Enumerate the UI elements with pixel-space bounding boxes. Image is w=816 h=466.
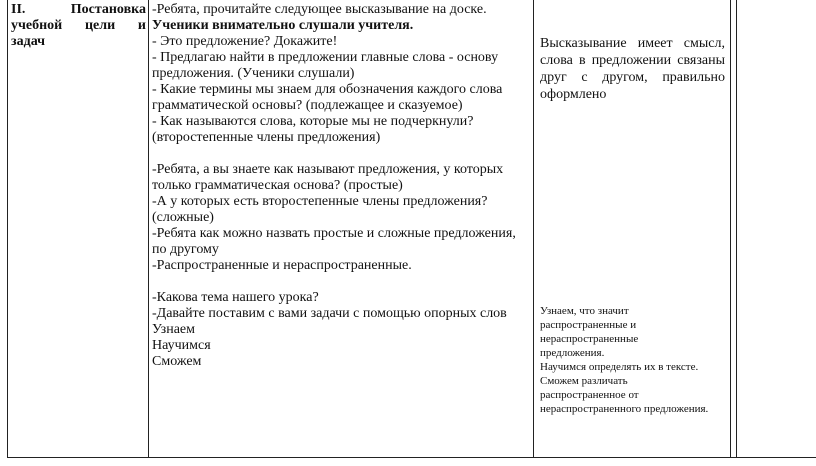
stage-line: задач	[11, 34, 46, 49]
paragraph-gap	[152, 274, 530, 290]
student-line: Высказывание имеет смысл,	[540, 36, 725, 51]
paragraph-gap	[152, 146, 530, 162]
result-line: распространенное от	[540, 389, 639, 401]
teacher-line: -Ребята как можно назвать простые и сложные предложения,	[152, 226, 516, 241]
teacher-line: -Распространенные и нераспространенные.	[152, 258, 412, 273]
teacher-line: - Предлагаю найти в предложении главные слова - основу	[152, 50, 499, 65]
stage-cell	[8, 0, 149, 458]
teacher-line: - Какие термины мы знаем для обозначения каждого слова	[152, 82, 503, 97]
teacher-line: -А у которых есть второстепенные члены предложения?	[152, 194, 488, 209]
stage-line: II. Постановка	[11, 2, 146, 17]
lesson-plan-table	[7, 0, 816, 458]
teacher-line: только грамматическая основа? (простые)	[152, 178, 403, 193]
teacher-line: Сможем	[152, 354, 202, 369]
teacher-line: -Давайте поставим с вами задачи с помощью опорных слов	[152, 306, 507, 321]
empty-cell	[737, 0, 816, 458]
teacher-line: - Это предложение? Докажите!	[152, 34, 338, 49]
teacher-activity-cell	[149, 0, 534, 458]
teacher-line: (второстепенные члены предложения)	[152, 130, 381, 145]
result-line: нераспространенные	[540, 333, 639, 345]
teacher-line: -Ребята, прочитайте следующее высказывание на доске.	[152, 2, 487, 17]
teacher-activity-text	[149, 0, 533, 370]
teacher-line: предложения. (Ученики слушали)	[152, 66, 355, 81]
result-line: предложения.	[540, 347, 605, 359]
teacher-line: -Ребята, а вы знаете как называют предложения, у которых	[152, 162, 504, 177]
student-line: слова в предложении связаны	[540, 53, 725, 68]
student-activity-cell	[534, 0, 731, 458]
student-answer-text	[540, 35, 725, 103]
student-line: друг с другом, правильно	[540, 70, 725, 85]
planned-results-text	[540, 304, 726, 416]
teacher-line: Научимся	[152, 338, 211, 353]
teacher-line: - Как называются слова, которые мы не подчеркнули?	[152, 114, 474, 129]
teacher-line: -Какова тема нашего урока?	[152, 290, 319, 305]
teacher-line: грамматической основы? (подлежащее и сказуемое)	[152, 98, 463, 113]
result-line: Научимся определять их в тексте.	[540, 361, 699, 373]
result-line: Узнаем, что значит	[540, 305, 629, 317]
teacher-line: по другому	[152, 242, 219, 257]
table-row	[8, 0, 816, 458]
teacher-line: Узнаем	[152, 322, 195, 337]
stage-line: учебной цели и	[11, 18, 146, 33]
result-line: Сможем различать	[540, 375, 628, 387]
teacher-line: (сложные)	[152, 210, 214, 225]
stage-title	[8, 0, 148, 50]
result-line: нераспространенного предложения.	[540, 403, 709, 415]
teacher-line-bold: Ученики внимательно слушали учителя.	[152, 18, 414, 33]
result-line: распространенные и	[540, 319, 637, 331]
student-line: оформлено	[540, 87, 607, 102]
